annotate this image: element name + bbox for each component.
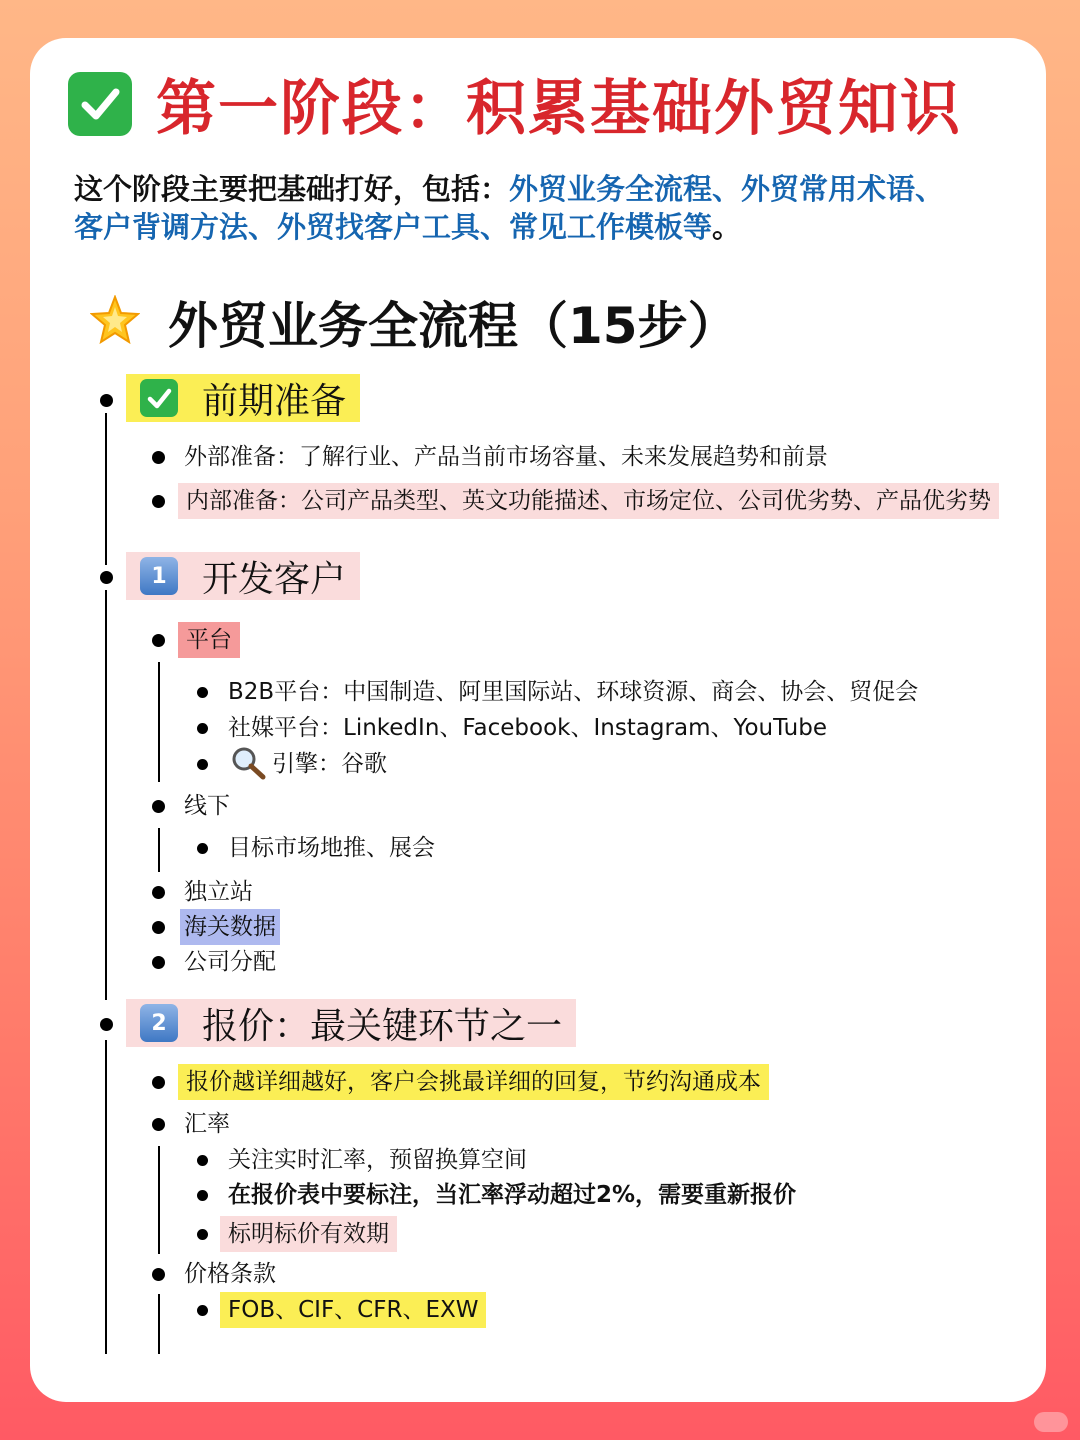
intro-paragraph <box>74 170 944 246</box>
intro-topics-1: 外贸业务全流程、外贸常用术语、 <box>509 172 945 206</box>
magnifier-icon <box>231 746 267 784</box>
tree-line-dev <box>105 590 107 1000</box>
number-2-badge: 2 <box>140 1004 178 1042</box>
bullet <box>152 956 165 969</box>
fx-item-3: 标明标价有效期 <box>220 1216 397 1252</box>
company-allocation: 公司分配 <box>184 949 276 975</box>
standalone-site: 独立站 <box>184 879 253 905</box>
offline-label: 线下 <box>184 793 230 819</box>
fx-label: 汇率 <box>184 1111 230 1137</box>
bullet <box>152 451 165 464</box>
quote-tip: 报价越详细越好，客户会挑最详细的回复，节约沟通成本 <box>178 1064 769 1100</box>
tree-line-fx <box>158 1146 160 1254</box>
tree-line-platform <box>158 662 160 782</box>
bullet <box>152 921 165 934</box>
bullet-prep <box>100 394 113 407</box>
header-quote <box>126 999 576 1047</box>
page-title <box>68 68 962 144</box>
intro-lead: 这个阶段主要把基础打好，包括： <box>74 172 510 206</box>
platform-engine: 引擎：谷歌 <box>272 751 387 777</box>
terms-label: 价格条款 <box>184 1261 276 1287</box>
number-1-badge: 1 <box>140 557 178 595</box>
title-text: 第一阶段：积累基础外贸知识 <box>156 74 962 144</box>
header-prep-label: 前期准备 <box>202 380 347 422</box>
star-icon <box>90 295 140 349</box>
check-icon <box>140 379 178 417</box>
platform-label: 平台 <box>178 622 240 658</box>
section-heading <box>90 286 738 358</box>
fx-item-1: 关注实时汇率，预留换算空间 <box>228 1147 527 1173</box>
tree-line-offline <box>158 828 160 872</box>
bullet <box>152 886 165 899</box>
customs-data: 海关数据 <box>180 909 280 945</box>
check-icon <box>68 72 132 136</box>
fx-item-2: 在报价表中要标注，当汇率浮动超过2%，需要重新报价 <box>228 1182 797 1208</box>
watermark <box>1034 1412 1068 1432</box>
tree-line-quote <box>105 1040 107 1354</box>
terms-item: FOB、CIF、CFR、EXW <box>220 1292 486 1328</box>
tree-line-terms <box>158 1294 160 1354</box>
bullet <box>197 1305 208 1316</box>
bullet <box>197 1155 208 1166</box>
intro-end: 。 <box>712 210 742 244</box>
bullet <box>197 1190 208 1201</box>
bullet <box>152 1076 165 1089</box>
bullet <box>197 687 208 698</box>
bullet <box>197 843 208 854</box>
header-quote-label: 报价：最关键环节之一 <box>202 1005 563 1047</box>
bullet <box>197 1229 208 1240</box>
bullet <box>152 634 165 647</box>
prep-internal: 内部准备：公司产品类型、英文功能描述、市场定位、公司优劣势、产品优劣势 <box>178 483 999 519</box>
intro-topics-2: 客户背调方法、外贸找客户工具、常见工作模板等 <box>74 210 713 244</box>
bullet-quote <box>100 1018 113 1031</box>
prep-external: 外部准备：了解行业、产品当前市场容量、未来发展趋势和前景 <box>184 444 828 470</box>
bullet <box>152 1118 165 1131</box>
bullet <box>152 1268 165 1281</box>
offline-item: 目标市场地推、展会 <box>228 835 435 861</box>
bullet <box>197 723 208 734</box>
bullet <box>197 759 208 770</box>
tree-line-prep <box>105 413 107 565</box>
section-title: 外贸业务全流程（15步） <box>168 297 738 355</box>
platform-social: 社媒平台：LinkedIn、Facebook、Instagram、YouTube <box>228 715 827 741</box>
header-dev-label: 开发客户 <box>202 558 347 600</box>
header-prep <box>126 374 360 422</box>
bullet <box>152 800 165 813</box>
bullet-dev <box>100 571 113 584</box>
bullet <box>152 495 165 508</box>
platform-b2b: B2B平台：中国制造、阿里国际站、环球资源、商会、协会、贸促会 <box>228 679 919 705</box>
header-dev <box>126 552 360 600</box>
